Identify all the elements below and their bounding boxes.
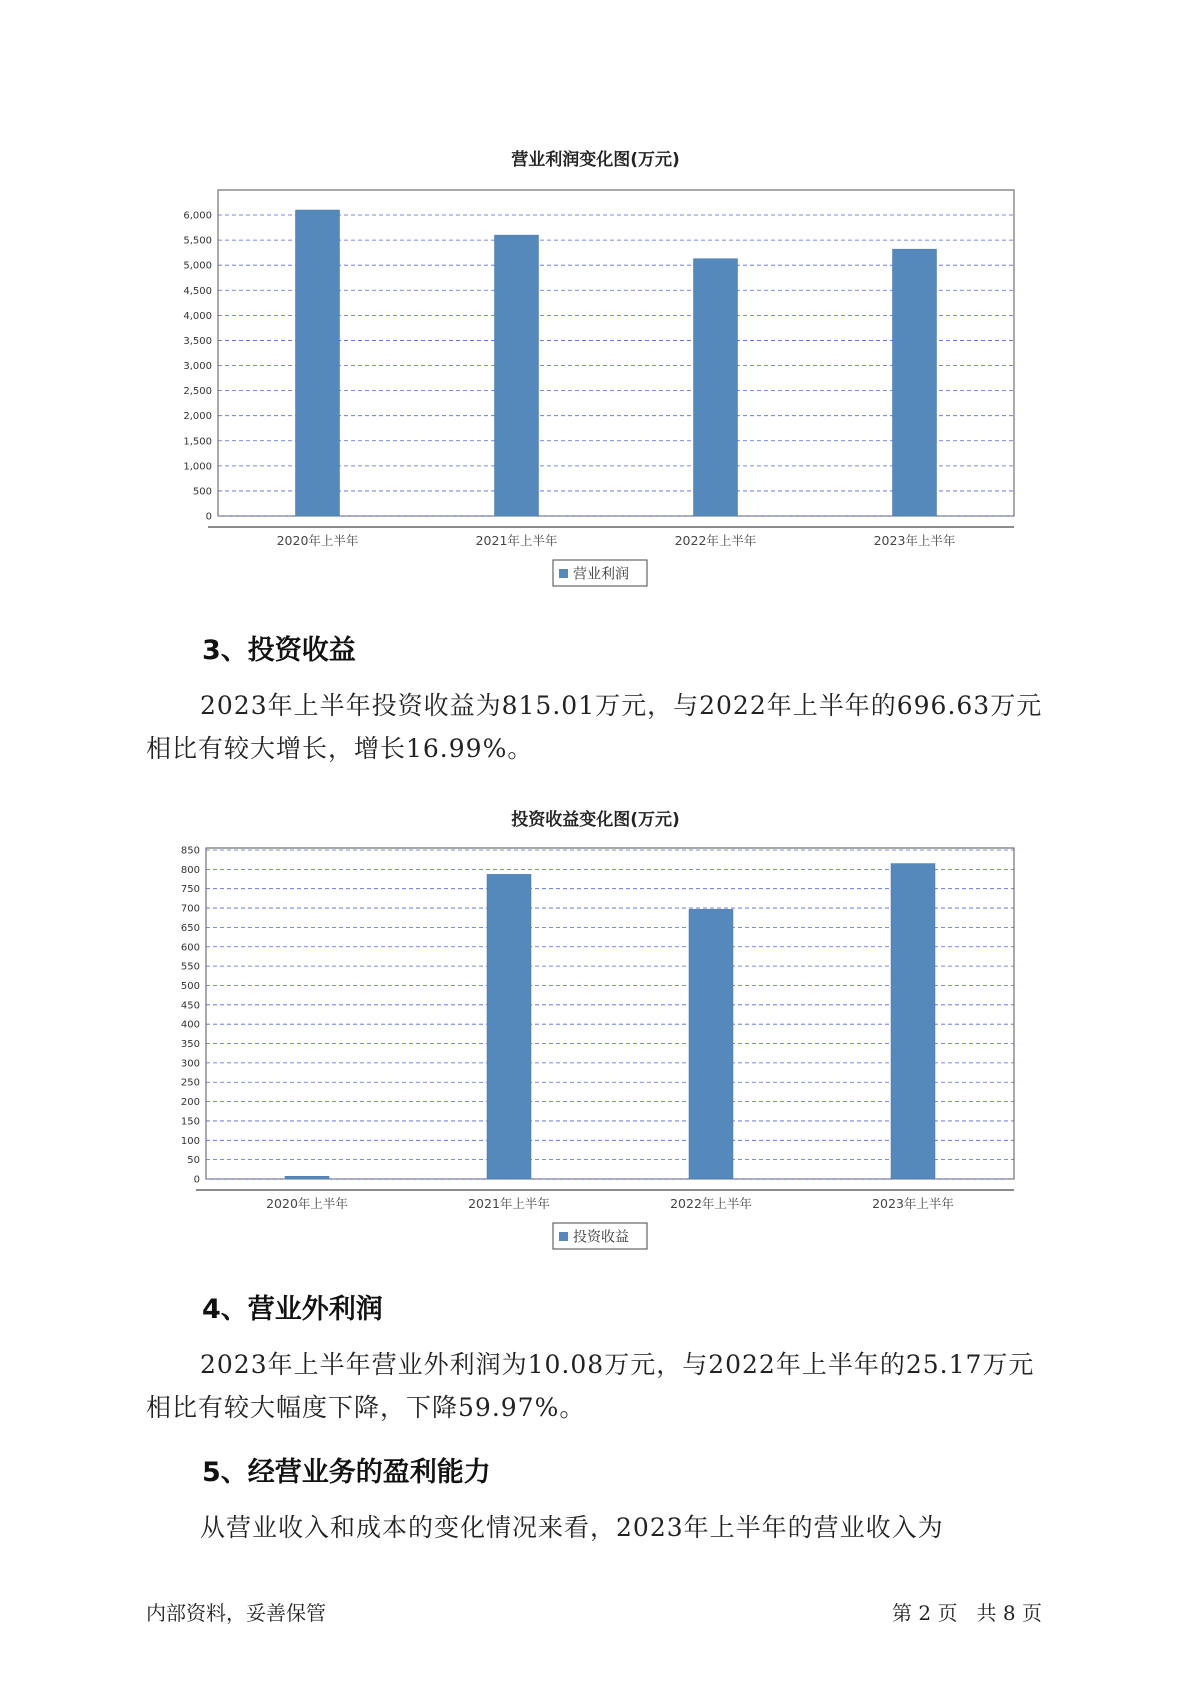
y-tick-label: 50 — [187, 1155, 200, 1167]
investment-income-chart-title: 投资收益变化图(万元) — [511, 810, 680, 830]
y-tick-label: 600 — [180, 942, 200, 954]
bar — [487, 874, 531, 1179]
y-tick-label: 150 — [180, 1116, 200, 1128]
x-tick-label: 2020年上半年 — [266, 1196, 348, 1211]
y-tick-label: 750 — [180, 884, 200, 896]
operating-profit-chart-title: 营业利润变化图(万元) — [511, 150, 680, 170]
section-4-heading: 4、营业外利润 — [202, 1294, 383, 1325]
section-5-paragraph: 从营业收入和成本的变化情况来看，2023年上半年的营业收入为 — [200, 1513, 944, 1542]
y-tick-label: 350 — [180, 1039, 200, 1051]
bar — [495, 235, 539, 516]
legend-swatch — [559, 1232, 568, 1241]
bar — [694, 259, 738, 516]
y-tick-label: 100 — [180, 1135, 200, 1147]
y-tick-label: 500 — [192, 486, 212, 498]
legend-swatch — [559, 569, 568, 578]
y-tick-label: 300 — [180, 1058, 200, 1070]
y-tick-label: 3,000 — [183, 361, 212, 373]
y-tick-label: 5,000 — [183, 260, 212, 272]
y-tick-label: 650 — [180, 922, 200, 934]
footer-page-number: 第 2 页 共 8 页 — [892, 1601, 1042, 1625]
operating-profit-chart — [0, 175, 1191, 595]
section-3-heading: 3、投资收益 — [202, 635, 356, 666]
bar — [893, 249, 937, 516]
legend-label: 营业利润 — [573, 566, 629, 583]
legend-label: 投资收益 — [573, 1229, 629, 1246]
x-tick-label: 2020年上半年 — [276, 533, 359, 548]
y-tick-label: 0 — [205, 511, 212, 523]
y-tick-label: 0 — [193, 1174, 200, 1186]
x-tick-label: 2021年上半年 — [468, 1196, 550, 1211]
y-tick-label: 700 — [180, 903, 200, 915]
y-tick-label: 800 — [180, 864, 200, 876]
bar — [285, 1176, 329, 1179]
y-tick-label: 3,500 — [183, 335, 212, 347]
x-tick-label: 2023年上半年 — [873, 533, 956, 548]
y-tick-label: 500 — [180, 980, 200, 992]
y-tick-label: 4,500 — [183, 285, 212, 297]
x-tick-label: 2022年上半年 — [674, 533, 757, 548]
y-tick-label: 2,000 — [183, 411, 212, 423]
y-tick-label: 4,000 — [183, 310, 212, 322]
y-tick-label: 450 — [180, 1000, 200, 1012]
x-tick-label: 2022年上半年 — [670, 1196, 752, 1211]
x-tick-label: 2023年上半年 — [872, 1196, 954, 1211]
x-tick-label: 2021年上半年 — [475, 533, 558, 548]
section-4-paragraph: 2023年上半年营业外利润为10.08万元，与2022年上半年的25.17万元相比有较大幅度下降，下降59.97%。 — [146, 1350, 1035, 1422]
y-tick-label: 850 — [180, 845, 200, 857]
bar — [296, 210, 340, 516]
y-tick-label: 250 — [180, 1077, 200, 1089]
y-tick-label: 400 — [180, 1019, 200, 1031]
y-tick-label: 2,500 — [183, 386, 212, 398]
section-5-heading: 5、经营业务的盈利能力 — [202, 1457, 491, 1488]
footer-confidential-note: 内部资料，妥善保管 — [146, 1601, 326, 1625]
y-tick-label: 5,500 — [183, 235, 212, 247]
y-tick-label: 6,000 — [183, 210, 212, 222]
section-3-paragraph: 2023年上半年投资收益为815.01万元，与2022年上半年的696.63万元相比有较大增长，增长16.99%。 — [146, 691, 1043, 763]
investment-income-chart — [0, 838, 1191, 1258]
y-tick-label: 1,000 — [183, 461, 212, 473]
y-tick-label: 1,500 — [183, 436, 212, 448]
y-tick-label: 200 — [180, 1097, 200, 1109]
y-tick-label: 550 — [180, 961, 200, 973]
bar — [689, 909, 733, 1179]
bar — [891, 864, 935, 1179]
